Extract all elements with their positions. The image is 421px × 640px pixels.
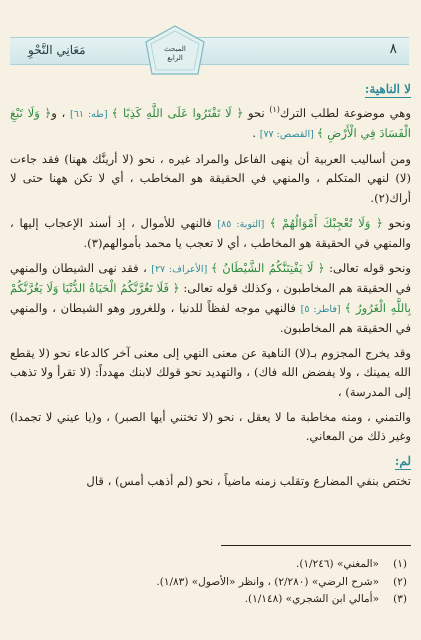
emblem-line-1: المبحث <box>164 45 186 53</box>
footnote-item <box>12 556 407 574</box>
footnote-item <box>12 591 407 609</box>
paragraph: تختص بنفي المضارع وتقلب زمنه ماضياً ، نحو (لم أذهب أمس) ، قال <box>86 474 411 489</box>
book-title: مَعَانِي النَّحْوِ <box>28 43 86 57</box>
footnote-item <box>12 574 407 592</box>
text-run: ونحو <box>382 215 411 230</box>
text-run: فالنهي موجه لفظاً للدنيا ، وللغرور وهو الشيطان ، والمنهي في الحقيقة هم المخاطبون. <box>10 300 411 335</box>
text-run: ونحو قوله تعالى: <box>324 261 411 276</box>
paragraph: وقد يخرج المجزوم بـ(لا) الناهية عن معنى النهي إلى معنى آخر كالدعاء نحو (لا يقطع الله يمينك ، ولا يفضض الله فاك) ، والتهديد نحو قولك لابنك مهدداً: (لا تقرأ ولا تذهب إلى المدرسة) ، <box>10 346 411 399</box>
footnote-divider <box>221 545 411 546</box>
paragraph <box>10 214 411 253</box>
quran-verse: ﴿ وَلَا تَبْغِ الْفَسَادَ فِي الْأَرْضِ ﴾ <box>10 105 411 141</box>
paragraph: والتمني ، ومنه مخاطبة ما لا يعقل ، نحو (لا تختني أيها الصبر) ، و(يا عيني لا تجمدا) وغير ذلك من المعاني. <box>10 409 411 443</box>
text-run: وهي موضوعة لطلب الترك <box>279 105 411 120</box>
verse-reference: [التوبة: ٨٥] <box>217 218 270 230</box>
quran-verse: ﴿ فَلَا تَغُرَّنَّكُمُ الْحَيَاةُ الدُّنْيَا وَلَا يَغُرَّنَّكُمْ بِاللَّهِ الْغَرُورُ ﴾ <box>10 281 411 315</box>
quran-verse: ﴿ لَا تَفْتَرُوا عَلَى اللَّهِ كَذِبًا ﴾ <box>111 105 244 120</box>
text-run: . <box>252 126 260 141</box>
footnote-ref: (١) <box>269 105 280 114</box>
footnote-text: «المغني» (١/٢٤٦). <box>295 558 379 570</box>
footnote-number: (١) <box>393 558 407 570</box>
text-run: ، و <box>51 105 70 120</box>
verse-reference: [طه: ٦١] <box>70 108 112 120</box>
page-number: ٨ <box>389 41 397 57</box>
text-run: فالنهي للأموال ، إذ أسند الإعجاب إليها ، والمنهي في الحقيقة هو المخاطب ، أي لا تعجب يا محمد بأموالهم(٣). <box>10 215 411 251</box>
verse-reference: [الأعراف: ٢٧] <box>151 264 212 276</box>
emblem-line-2: الرابع <box>167 54 183 62</box>
text-run: نحو <box>243 105 270 120</box>
verse-reference: [القصص: ٧٧] <box>259 129 317 141</box>
paragraph: ومن أساليب العربية أن ينهى الفاعل والمراد غيره ، نحو (لا أرينَّك ههنا) فقد جاءت (لا) لنهي المتكلم ، والمنهي في الحقيقة هو المخاطب ، أي لا تكن ههنا حتى لا أراك(٢). <box>10 152 411 205</box>
footnote-text: «أمالي ابن الشجري» (١/١٤٨). <box>244 593 379 605</box>
section-heading-la-nahiya: لا الناهية: <box>364 82 411 96</box>
footnote-number: (٣) <box>393 593 407 605</box>
footnote-text: «شرح الرضي» (٢/٢٨٠) ، وانظر «الأصول» (١/٨٣). <box>156 575 379 588</box>
footnote-number: (٢) <box>393 575 407 588</box>
paragraph <box>10 259 411 338</box>
quran-verse: ﴿ وَلَا تُعْجِبْكَ أَمْوَالُهُمْ ﴾ <box>269 215 383 230</box>
footnotes <box>12 556 407 609</box>
paragraph <box>10 100 411 144</box>
quran-verse: ﴿ لَا يَفْتِنَنَّكُمُ الشَّيْطَانُ ﴾ <box>211 261 325 276</box>
chapter-emblem-label <box>150 45 200 63</box>
section-heading-lam: لم: <box>394 454 411 469</box>
page-header <box>10 37 409 65</box>
main-content <box>10 80 411 491</box>
text-run: ، فقد نهى الشيطان والمنهي في الحقيقة هم المخاطبون ، وكذلك قوله تعالى: <box>10 261 412 296</box>
verse-reference: [فاطر: ٥] <box>300 303 345 315</box>
